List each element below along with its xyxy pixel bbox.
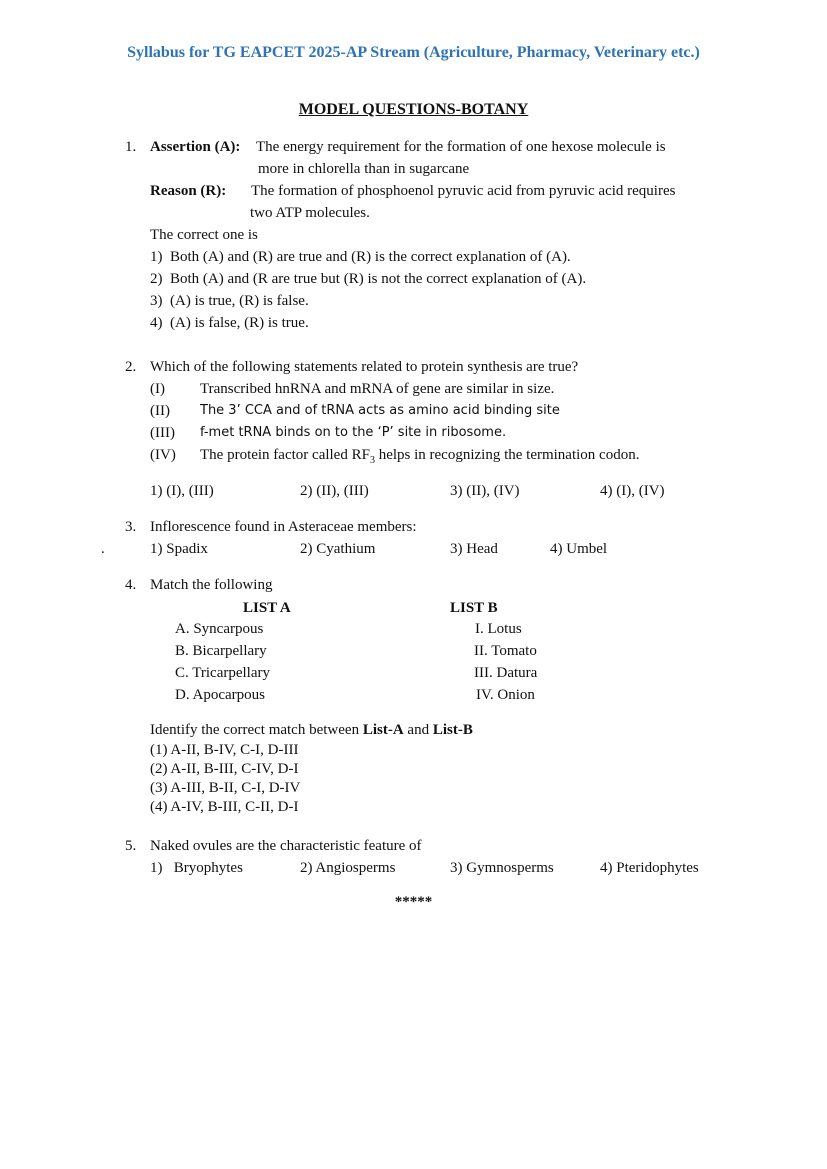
q1-reason-label: Reason (R): bbox=[150, 183, 227, 199]
q4-question: Match the following bbox=[150, 577, 273, 593]
q3-number: 3. bbox=[125, 519, 137, 535]
q5-number: 5. bbox=[125, 838, 137, 854]
q4-option-2: (2) A-II, B-III, C-IV, D-I bbox=[150, 761, 299, 777]
q3-option-2: 2) Cyathium bbox=[300, 541, 376, 557]
q3-question: Inflorescence found in Asteraceae members: bbox=[150, 519, 417, 535]
q4-identify-prompt: Identify the correct match between List-A and List-B bbox=[150, 722, 473, 738]
stray-dot: . bbox=[101, 541, 105, 557]
list-b-item: IV. Onion bbox=[476, 687, 535, 703]
list-a-item: D. Apocarpous bbox=[175, 687, 265, 703]
q5-option-1: 1) Bryophytes bbox=[150, 860, 243, 876]
q1-reason-line2: two ATP molecules. bbox=[250, 205, 370, 221]
q5-question: Naked ovules are the characteristic feature of bbox=[150, 838, 422, 854]
q2-statement-text: Transcribed hnRNA and mRNA of gene are similar in size. bbox=[200, 381, 555, 397]
q1-option-2: 2) Both (A) and (R are true but (R) is not the correct explanation of (A). bbox=[150, 271, 587, 287]
q2-statement-num: (III) bbox=[150, 425, 175, 441]
q3-option-3: 3) Head bbox=[450, 541, 498, 557]
list-b-header: LIST B bbox=[450, 600, 498, 616]
q5-option-4: 4) Pteridophytes bbox=[600, 860, 699, 876]
q2-statement-num: (I) bbox=[150, 381, 165, 397]
q2-option-4: 4) (I), (IV) bbox=[600, 483, 665, 499]
q3-option-4: 4) Umbel bbox=[550, 541, 608, 557]
q2-number: 2. bbox=[125, 359, 137, 375]
q2-statement-text: The protein factor called $RF_3$ helps in recognizing the termination codon. bbox=[200, 447, 640, 466]
q2-statement-text: The 3’ CCA and of tRNA acts as amino acid binding site bbox=[200, 403, 560, 418]
q5-option-3: 3) Gymnosperms bbox=[450, 860, 554, 876]
end-stars: ***** bbox=[394, 894, 433, 910]
q1-assertion-line2: more in chlorella than in sugarcane bbox=[258, 161, 470, 177]
q1-option-1: 1) Both (A) and (R) are true and (R) is the correct explanation of (A). bbox=[150, 249, 571, 265]
q4-option-3: (3) A-III, B-II, C-I, D-IV bbox=[150, 780, 301, 796]
q1-option-3: 3) (A) is true, (R) is false. bbox=[150, 293, 309, 309]
page-title: MODEL QUESTIONS-BOTANY bbox=[298, 101, 529, 118]
q1-prompt: The correct one is bbox=[150, 227, 258, 243]
q2-question: Which of the following statements related to protein synthesis are true? bbox=[150, 359, 579, 375]
q1-reason-line1: The formation of phosphoenol pyruvic acid from pyruvic acid requires bbox=[251, 183, 676, 199]
q4-number: 4. bbox=[125, 577, 137, 593]
q3-option-1: 1) Spadix bbox=[150, 541, 208, 557]
q1-assertion-label: Assertion (A): bbox=[150, 139, 241, 155]
syllabus-header: Syllabus for TG EAPCET 2025-AP Stream (Agriculture, Pharmacy, Veterinary etc.) bbox=[127, 44, 700, 61]
q1-option-4: 4) (A) is false, (R) is true. bbox=[150, 315, 309, 331]
q2-option-2: 2) (II), (III) bbox=[300, 483, 369, 499]
list-b-item: I. Lotus bbox=[475, 621, 522, 637]
q4-option-1: (1) A-II, B-IV, C-I, D-III bbox=[150, 742, 299, 758]
list-b-item: II. Tomato bbox=[474, 643, 537, 659]
list-a-header: LIST A bbox=[243, 600, 291, 616]
q2-option-3: 3) (II), (IV) bbox=[450, 483, 520, 499]
q5-option-2: 2) Angiosperms bbox=[300, 860, 396, 876]
q2-statement-num: (IV) bbox=[150, 447, 176, 463]
q4-option-4: (4) A-IV, B-III, C-II, D-I bbox=[150, 799, 299, 815]
list-a-item: C. Tricarpellary bbox=[175, 665, 270, 681]
q1-assertion-line1: The energy requirement for the formation of one hexose molecule is bbox=[256, 139, 666, 155]
q2-statement-text: f-met tRNA binds on to the ‘P’ site in ribosome. bbox=[200, 425, 507, 440]
list-a-item: A. Syncarpous bbox=[175, 621, 264, 637]
list-a-item: B. Bicarpellary bbox=[175, 643, 267, 659]
q1-number: 1. bbox=[125, 139, 137, 155]
q2-option-1: 1) (I), (III) bbox=[150, 483, 214, 499]
q2-statement-num: (II) bbox=[150, 403, 170, 419]
list-b-item: III. Datura bbox=[474, 665, 538, 681]
